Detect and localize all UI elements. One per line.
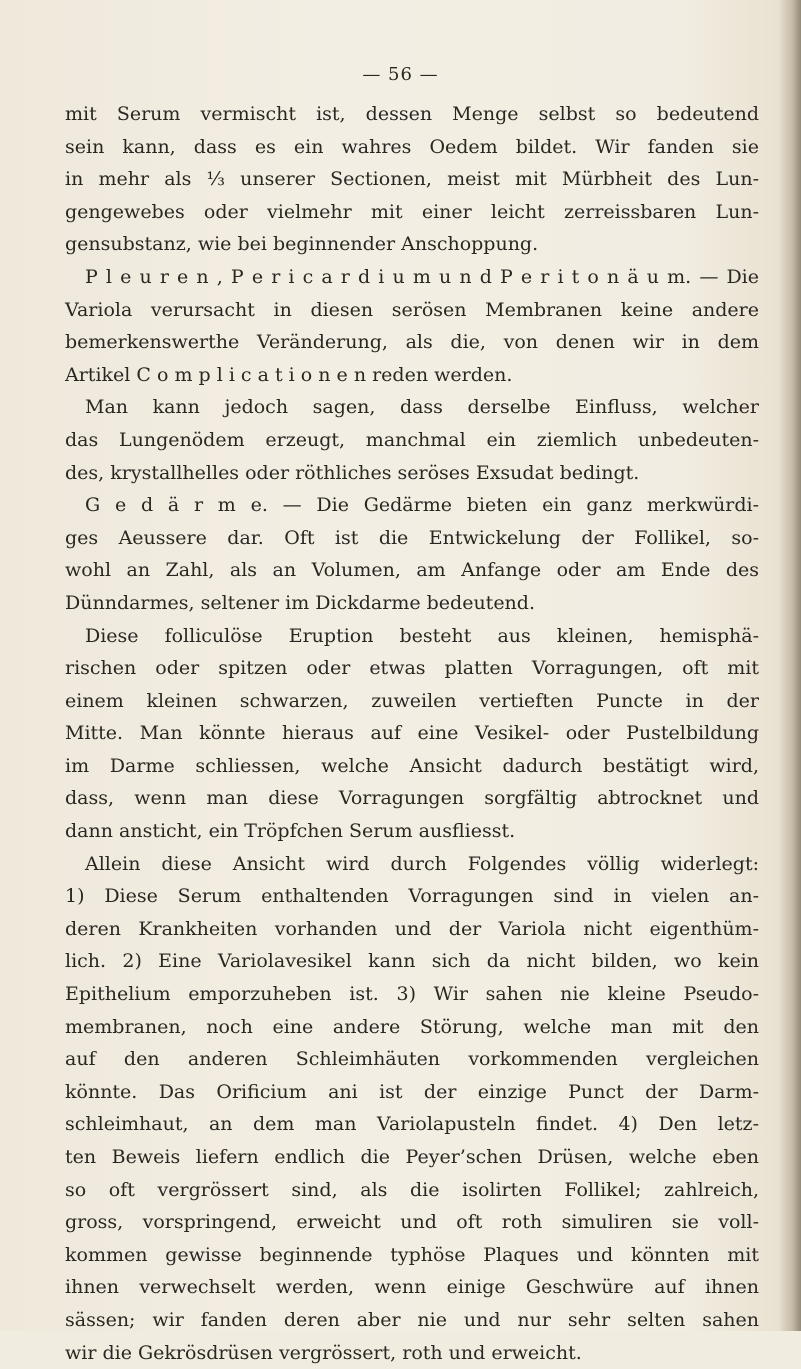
text-line: 1) Diese Serum enthaltenden Vorragungen sind in vielen an- [65,885,759,908]
text-line: auf den anderen Schleimhäuten vorkommenden vergleichen [65,1048,759,1071]
text-line: gengewebes oder vielmehr mit einer leicht zerreissbaren Lun- [65,200,759,223]
text-line: bemerkenswerthe Veränderung, als die, von denen wir in dem [65,331,759,354]
text-line: sässen; wir fanden deren aber nie und nur sehr selten sahen [65,1308,759,1331]
text-line: Diese folliculöse Eruption besteht aus kleinen, hemisphä- [85,624,759,647]
text-line: kommen gewisse beginnende typhöse Plaques und könnten mit [65,1243,759,1266]
text-line: rischen oder spitzen oder etwas platten Vorragungen, oft mit [65,657,759,680]
text-line: ten Beweis liefern endlich die Peyer’schen Drüsen, welche eben [65,1146,759,1168]
text-line: Allein diese Ansicht wird durch Folgendes völlig widerlegt: [85,852,759,875]
text-line: des, krystallhelles oder röthliches seröses Exsudat bedingt. [65,461,640,484]
text-line: könnte. Das Orificium ani ist der einzige Punct der Darm- [65,1080,759,1103]
text-line: P l e u r e n , P e r i c a r d i u m u n d P e r i t o n ä u m. — Die [85,265,759,288]
text-line: Mitte. Man könnte hieraus auf eine Vesikel- oder Pustelbildung [65,722,759,745]
text-line: dass, wenn man diese Vorragungen sorgfältig abtrocknet und [65,787,759,810]
text-line: Epithelium emporzuheben ist. 3) Wir sahen nie kleine Pseudo- [65,983,759,1006]
text-line: lich. 2) Eine Variolavesikel kann sich da nicht bilden, wo kein [65,950,759,973]
text-line: ges Aeussere dar. Oft ist die Entwickelung der Follikel, so- [65,526,759,549]
text-line: deren Krankheiten vorhanden und der Variola nicht eigenthüm- [65,917,759,940]
text-line: ihnen verwechselt werden, wenn einige Geschwüre auf ihnen [65,1276,759,1299]
text-line: sein kann, dass es ein wahres Oedem bildet. Wir fanden sie [65,135,759,158]
text-line: dann ansticht, ein Tröpfchen Serum ausfliesst. [65,820,516,843]
text-line: wohl an Zahl, als an Volumen, am Anfange oder am Ende des [65,559,759,582]
text-line: Dünndarmes, seltener im Dickdarme bedeutend. [65,591,535,614]
text-line: das Lungenödem erzeugt, manchmal ein ziemlich unbedeuten- [65,428,759,451]
page-edge-shadow [779,0,801,1331]
text-line: Artikel C o m p l i c a t i o n e n reden werden. [65,363,513,386]
text-line: Variola verursacht in diesen serösen Membranen keine andere [65,298,759,321]
text-line: einem kleinen schwarzen, zuweilen vertieften Puncte in der [65,689,759,712]
text-line: gross, vorspringend, erweicht und oft roth simuliren sie voll- [65,1211,759,1234]
body-text [65,98,759,1369]
text-line: in mehr als ⅓ unserer Sectionen, meist mit Mürbheit des Lun- [65,168,759,191]
text-line: schleimhaut, an dem man Variolapusteln findet. 4) Den letz- [65,1113,759,1136]
text-line: gensubstanz, wie bei beginnender Anschoppung. [65,233,539,256]
text-line: membranen, noch eine andere Störung, welche man mit den [65,1015,759,1038]
text-line: Man kann jedoch sagen, dass derselbe Einfluss, welcher [85,396,759,419]
text-line: mit Serum vermischt ist, dessen Menge selbst so bedeutend [65,103,759,125]
text-line: wir die Gekrösdrüsen vergrössert, roth und erweicht. [65,1341,582,1364]
text-line: G e d ä r m e. — Die Gedärme bieten ein ganz merkwürdi- [85,494,759,517]
text-line: so oft vergrössert sind, als die isolirten Follikel; zahlreich, [65,1178,759,1201]
text-line: im Darme schliessen, welche Ansicht dadurch bestätigt wird, [65,754,759,777]
page-number: — 56 — [362,64,439,85]
